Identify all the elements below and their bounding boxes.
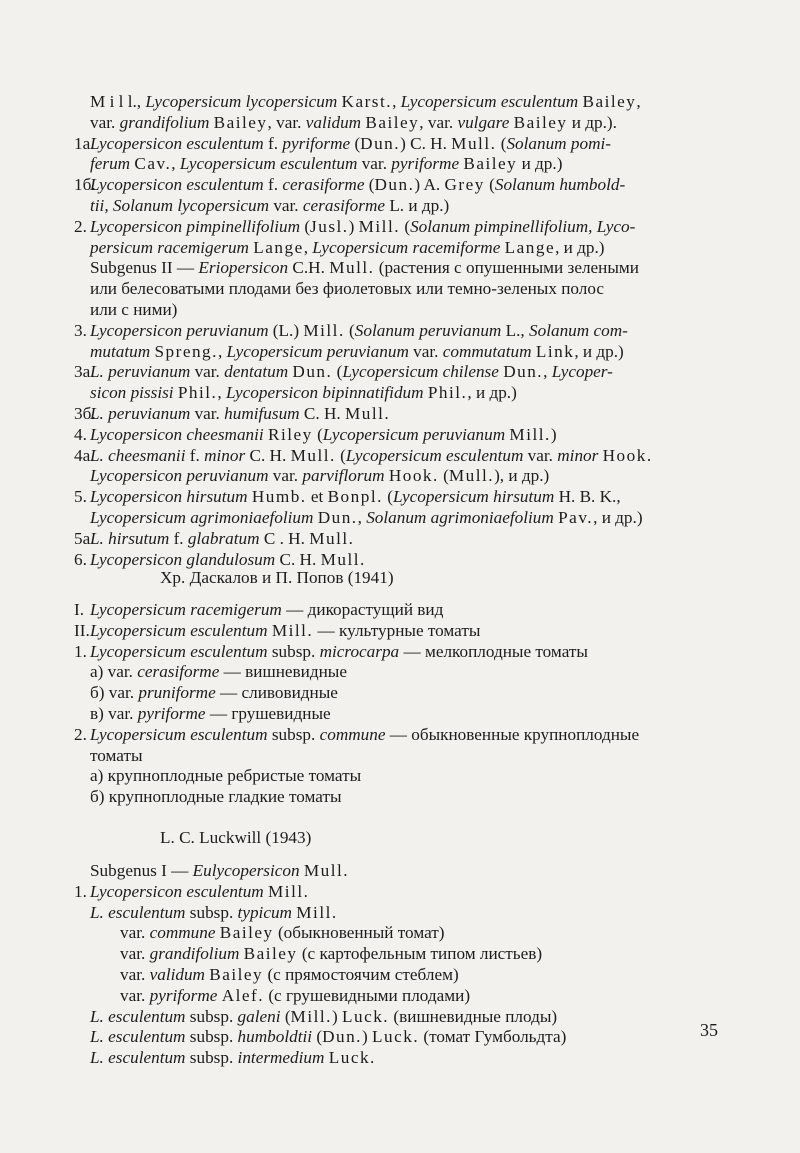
entry-number: 3б. — [74, 404, 96, 423]
text-line: var. pyriforme Alef. (с грушевидными плодами) — [120, 985, 471, 1005]
text-line: var. commune Bailey (обыкновенный томат) — [120, 923, 445, 943]
entry-number: 5а. — [74, 528, 95, 548]
text-line: M i l l., Lycopersicum lycopersicum Karst., Lycopersicum esculentum Bailey, — [90, 92, 641, 111]
text-line: б) крупноплодные гладкие томаты — [90, 787, 342, 807]
text-line: Lycopersicon peruvianum (L.) Mill. (Solanum peruvianum L., Solanum com- — [90, 320, 628, 340]
page-number: 35 — [700, 1020, 718, 1040]
entry-number: 1. — [74, 641, 87, 661]
text-line: persicum racemigerum Lange, Lycopersicum racemiforme Lange, и др.) — [90, 237, 605, 257]
text-line: Lycopersicum esculentum subsp. microcarpa — мелкоплодные томаты — [90, 641, 588, 661]
text-line: L. hirsutum f. glabratum C . H. Mull. — [90, 528, 355, 548]
text-line: L. peruvianum var. humifusum C. H. Mull. — [90, 404, 391, 423]
text-line: или белесоватыми плодами без фиолетовых или темно-зеленых полос — [90, 279, 605, 299]
text-line: Lycopersicon esculentum f. pyriforme (Dun.) C. H. Mull. (Solanum pomi- — [90, 133, 611, 153]
entry-number: 4а. — [74, 445, 95, 465]
text-line: Lycopersicon pimpinellifolium (Jusl.) Mill. (Solanum pimpinellifolium, Lyco- — [90, 216, 636, 236]
entry-number: 3а. — [74, 362, 95, 382]
entry-number: 2. — [74, 216, 87, 236]
text-line: Lycopersicum esculentum subsp. commune — обыкновенные крупноплодные — [90, 724, 640, 744]
text-line: var. validum Bailey (с прямостоячим стеблем) — [120, 965, 459, 984]
text-line: Lycopersicon glandulosum C. H. Mull. — [90, 549, 366, 569]
entry-number: 3. — [74, 320, 87, 340]
text-line: Subgenus II — Eriopersicon C.H. Mull. (растения с опушенными зелеными — [90, 258, 639, 278]
text-line: L. cheesmanii f. minor C. H. Mull. (Lycopersicum esculentum var. minor Hook. — [90, 445, 653, 465]
text-line: L. peruvianum var. dentatum Dun. (Lycopersicum chilense Dun., Lycoper- — [90, 362, 613, 382]
text-line: Lycopersicon esculentum f. cerasiforme (Dun.) A. Grey (Solanum humbold- — [90, 175, 626, 195]
text-line: или с ними) — [90, 300, 178, 319]
entry-number: 5. — [74, 487, 87, 507]
entry-number: II. — [74, 620, 90, 640]
text-line: в) var. pyriforme — грушевидные — [90, 704, 331, 723]
entry-number: 1а. — [74, 133, 95, 153]
text-line: Lycopersicon cheesmanii Riley (Lycopersicum peruvianum Mill.) — [90, 424, 557, 444]
text-line: var. grandifolium Bailey, var. validum Bailey, var. vulgare Bailey и др.). — [90, 112, 617, 132]
text-line: Lycopersicum agrimoniaefolium Dun., Solanum agrimoniaefolium Pav., и др.) — [90, 508, 643, 527]
entry-number: 1. — [74, 881, 87, 901]
text-line: Lycopersicum esculentum Mill. — культурные томаты — [90, 620, 481, 640]
text-line: б) var. pruniforme — сливовидные — [90, 683, 338, 703]
text-line: Lycopersicum racemigerum — дикорастущий вид — [90, 600, 444, 619]
text-line: L. esculentum subsp. typicum Mill. — [90, 902, 338, 922]
text-line: Lycopersicon hirsutum Humb. et Bonpl. (Lycopersicum hirsutum H. B. K., — [90, 487, 621, 507]
entry-number: 2. — [74, 724, 87, 744]
text-line: томаты — [90, 745, 143, 765]
entry-number: I. — [74, 600, 85, 619]
entry-number: 4. — [74, 424, 87, 444]
text-line: а) крупноплодные ребристые томаты — [90, 766, 362, 786]
text-line: ferum Cav., Lycopersicum esculentum var. pyriforme Bailey и др.) — [90, 154, 563, 174]
text-line: tii, Solanum lycopersicum var. cerasiforme L. и др.) — [90, 196, 450, 215]
text-line: var. grandifolium Bailey (с картофельным типом листьев) — [120, 944, 543, 964]
entry-number: 1б. — [74, 175, 96, 195]
text-line: mutatum Spreng., Lycopersicum peruvianum var. commutatum Link, и др.) — [90, 341, 624, 361]
entry-number: 6. — [74, 549, 87, 569]
heading-daskalov-popov: Хр. Даскалов и П. Попов (1941) — [160, 568, 394, 587]
heading-luckwill: L. C. Luckwill (1943) — [160, 828, 312, 847]
text-line: Lycopersicon peruvianum var. parviflorum Hook. (Mull.), и др.) — [90, 466, 550, 486]
text-line: L. esculentum subsp. galeni (Mill.) Luck. (вишневидные плоды) — [90, 1006, 558, 1026]
text-line: L. esculentum subsp. intermedium Luck. — [90, 1048, 376, 1068]
text-line: Lycopersicon esculentum Mill. — [90, 881, 310, 901]
text-line: sicon pissisi Phil., Lycopersicon bipinnatifidum Phil., и др.) — [90, 383, 517, 403]
text-line: а) var. cerasiforme — вишневидные — [90, 662, 347, 682]
text-line: L. esculentum subsp. humboldtii (Dun.) Luck. (томат Гумбольдта) — [90, 1027, 567, 1047]
text-line: Subgenus I — Eulycopersicon Mull. — [90, 861, 350, 880]
